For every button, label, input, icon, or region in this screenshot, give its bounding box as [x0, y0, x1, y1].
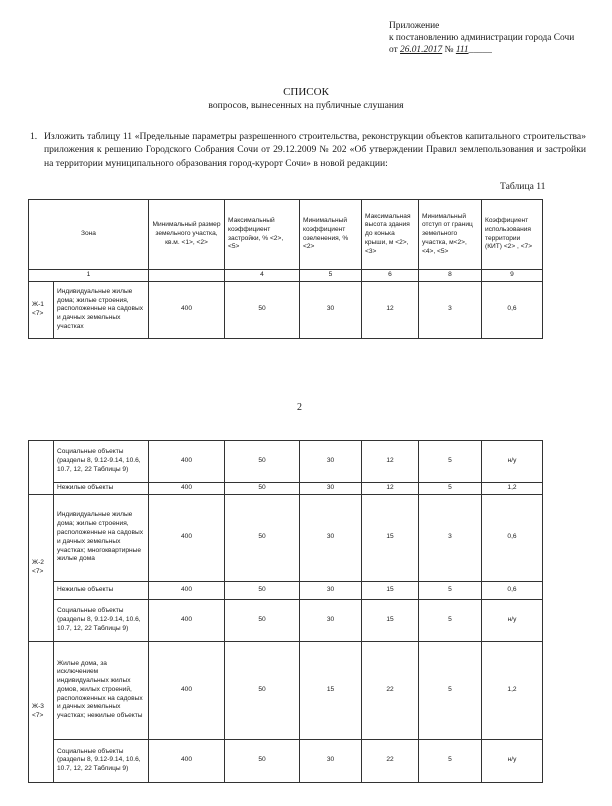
header-min-greening: Минимальный коэффициент озеленения, % <2> — [300, 200, 362, 270]
zone-description: Социальные объекты (разделы 8, 9.12-9.14, 10.6, 10.7, 12, 22 Таблицы 9) — [54, 441, 149, 483]
params-table-part-1 — [28, 199, 543, 339]
appendix-resolution: к постановлению администрации города Сочи — [389, 33, 575, 43]
table-row: Ж-2 <7> Индивидуальные жилые дома; жилые строения, расположенные на садовых и дачных земельных участках; многоквартирные жилые дома 400 50 30 15 3 0,6 — [29, 494, 543, 581]
zone-description: Социальные объекты (разделы 8, 9.12-9.14, 10.6, 10.7, 12, 22 Таблицы 9) — [54, 739, 149, 782]
page-number: 2 — [297, 402, 302, 413]
header-min-setback: Минимальный отступ от границ земельного участка, м<2>, <4>, <5> — [419, 200, 482, 270]
appendix-label: Приложение — [389, 21, 440, 31]
zone-description: Нежилые объекты — [54, 581, 149, 599]
table-row: Ж-1 <7> Индивидуальные жилые дома; жилые строения, расположенные на садовых и дачных земельных участках 400 50 30 12 3 0,6 — [29, 281, 543, 338]
zone-code: Ж-3 <7> — [29, 641, 54, 782]
page-subtitle: вопросов, вынесенных на публичные слушания — [208, 100, 404, 111]
paragraph-1 — [30, 130, 586, 170]
table-row: Ж-3 <7> Жилые дома, за исключением индивидуальных жилых домов, жилых строений, расположенных на садовых и дачных земельных участках; нежилые объекты 400 50 15 22 5 1,2 — [29, 641, 543, 739]
zone-description: Индивидуальные жилые дома; жилые строения, расположенные на садовых и дачных земельных участках — [54, 281, 149, 338]
resolution-date: 26.01.2017 — [400, 45, 443, 55]
page-title: СПИСОК — [283, 86, 329, 98]
header-max-height: Максимальная высота здания до конька крыши, м <2>, <3> — [362, 200, 419, 270]
table-row: Нежилые объекты 400 50 30 15 5 0,6 — [29, 581, 543, 599]
table-row: Социальные объекты (разделы 8, 9.12-9.14, 10.6, 10.7, 12, 22 Таблицы 9) 400 50 30 22 5 н/у — [29, 739, 543, 782]
header-max-coverage: Максимальный коэффициент застройки, % <2>, <5> — [225, 200, 300, 270]
zone-description: Нежилые объекты — [54, 483, 149, 495]
appendix-header — [389, 20, 574, 56]
appendix-date-line: от 26.01.2017 № 111_____ — [389, 45, 492, 55]
header-row — [29, 200, 543, 270]
table-row: Социальные объекты (разделы 8, 9.12-9.14, 10.6, 10.7, 12, 22 Таблицы 9) 400 50 30 12 5 н/у — [29, 441, 543, 483]
header-kit: Коэффициент использования территории (КИТ) <2> , <7> — [482, 200, 543, 270]
zone-description: Социальные объекты (разделы 8, 9.12-9.14, 10.6, 10.7, 12, 22 Таблицы 9) — [54, 599, 149, 641]
table-row: Социальные объекты (разделы 8, 9.12-9.14, 10.6, 10.7, 12, 22 Таблицы 9) 400 50 30 15 5 н/у — [29, 599, 543, 641]
zone-code: Ж-1 <7> — [29, 281, 54, 338]
table-caption: Таблица 11 — [500, 181, 546, 192]
zone-description: Жилые дома, за исключением индивидуальных жилых домов, жилых строений, расположенных на садовых и дачных земельных участках; нежилые объекты — [54, 641, 149, 739]
table-row: Нежилые объекты 400 50 30 12 5 1,2 — [29, 483, 543, 495]
header-min-area: Минимальный размер земельного участка, кв.м. <1>, <2> — [149, 200, 225, 270]
resolution-number: 111 — [455, 45, 469, 55]
zone-code: Ж-2 <7> — [29, 494, 54, 641]
zone-description: Индивидуальные жилые дома; жилые строения, расположенные на садовых и дачных земельных участках; многоквартирные жилые дома — [54, 494, 149, 581]
paragraph-text: Изложить таблицу 11 «Предельные параметры разрешенного строительства, реконструкции объектов капитального строительства» приложения к решению Городского Собрания Сочи от 29.12.2009 № 202 «Об утверждении Правил землепользования и застройки на территории муниципального образования город-курорт Сочи» в новой редакции: — [44, 131, 586, 169]
params-table-part-2 — [28, 440, 543, 783]
header-zone: Зона — [29, 200, 149, 270]
column-number-row: 1 4 5 6 8 9 — [29, 270, 543, 282]
zone-code — [29, 441, 54, 495]
paragraph-number: 1. — [30, 131, 38, 142]
